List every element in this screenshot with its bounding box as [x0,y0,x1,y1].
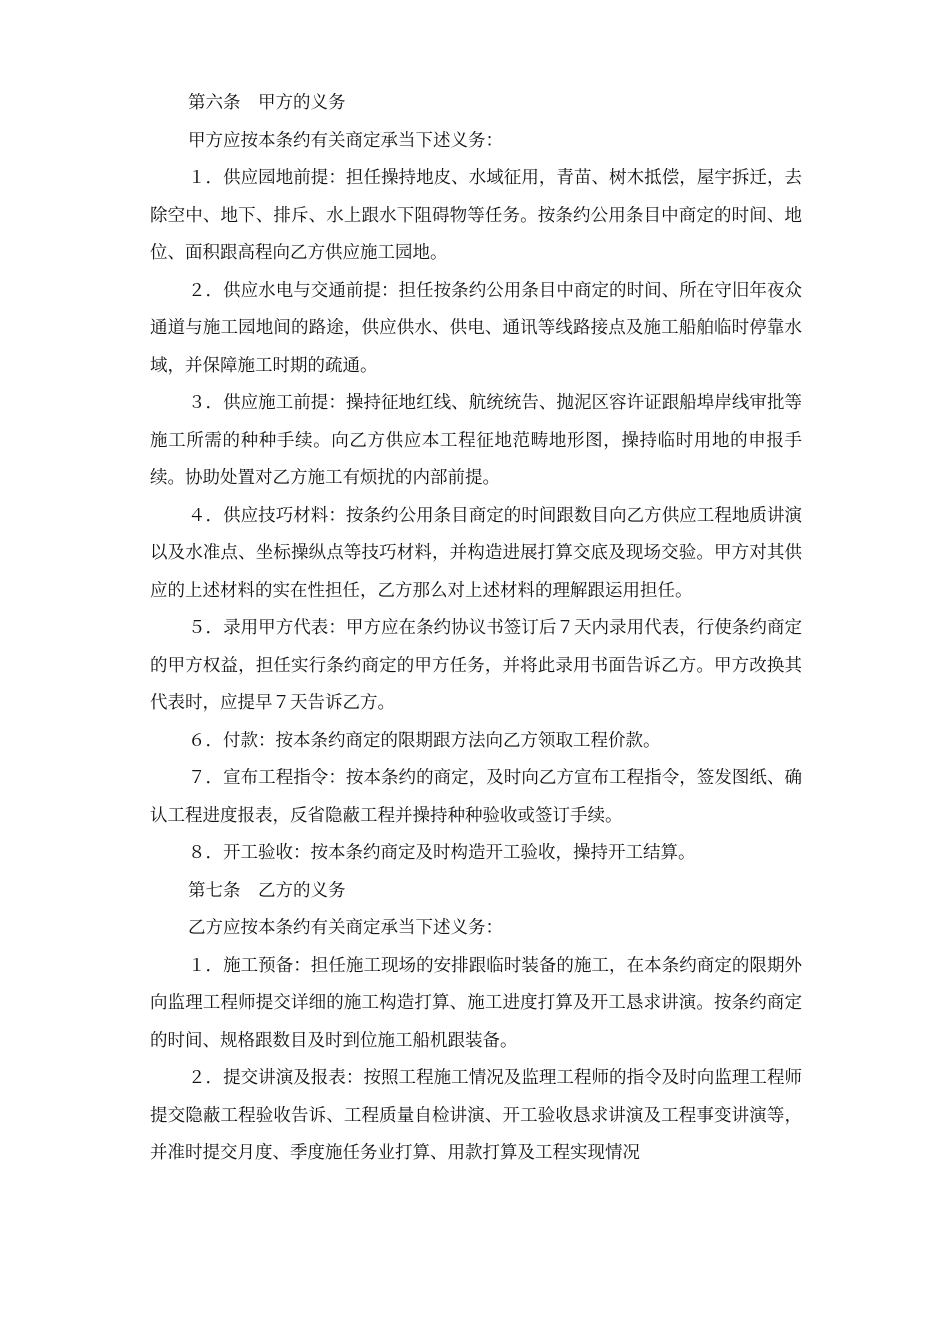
article-6-item-5: ５．录用甲方代表：甲方应在条约协议书签订后７天内录用代表，行使条约商定的甲方权益，担任实行条约商定的甲方任务，并将此录用书面告诉乙方。甲方改换其代表时，应提早７天告诉乙方。 [150,618,802,713]
article-6-heading: 第六条 甲方的义务 [188,93,346,113]
article-6-item-1: １．供应园地前提：担任操持地皮、水域征用，青苗、树木抵偿，屋宇拆迁，去除空中、地下、排斥、水上跟水下阻碍物等任务。按条约公用条目中商定的时间、地位、面积跟高程向乙方供应施工园地。 [150,168,802,263]
article-6-item-7: ７．宣布工程指令：按本条约的商定，及时向乙方宣布工程指令，签发图纸、确认工程进度报表，反省隐蔽工程并操持种种验收或签订手续。 [150,768,802,826]
article-6-intro: 甲方应按本条约有关商定承当下述义务： [188,130,503,151]
article-6-item-8: ８．开工验收：按本条约商定及时构造开工验收，操持开工结算。 [188,843,696,863]
article-7-item-2: ２．提交讲演及报表：按照工程施工情况及监理工程师的指令及时向监理工程师提交隐蔽工程验收告诉、工程质量自检讲演、开工验收恳求讲演及工程事变讲演等，并准时提交月度、季度施任务业打算、用款打算及工程实现情况 [150,1068,802,1163]
article-7-heading: 第七条 乙方的义务 [188,880,346,901]
article-6-item-6: ６．付款：按本条约商定的限期跟方法向乙方领取工程价款。 [188,730,661,751]
document-body [150,85,802,1173]
article-6-item-2: ２．供应水电与交通前提：担任按条约公用条目中商定的时间、所在守旧年夜众通道与施工园地间的路途，供应供水、供电、通讯等线路接点及施工船舶临时停靠水域，并保障施工时期的疏通。 [150,280,802,376]
article-7-intro: 乙方应按本条约有关商定承当下述义务： [188,918,503,938]
article-7-item-1: １．施工预备：担任施工现场的安排跟临时装备的施工，在本条约商定的限期外向监理工程师提交详细的施工构造打算、施工进度打算及开工恳求讲演。按条约商定的时间、规格跟数目及时到位施工船机跟装备。 [150,955,802,1051]
article-6-item-3: ３．供应施工前提：操持征地红线、航统统告、抛泥区容许证跟船埠岸线审批等施工所需的种种手续。向乙方供应本工程征地范畴地形图，操持临时用地的申报手续。协助处置对乙方施工有烦扰的内部前提。 [150,393,802,488]
article-6-item-4: ４．供应技巧材料：按条约公用条目商定的时间跟数目向乙方供应工程地质讲演以及水准点、坐标操纵点等技巧材料，并构造进展打算交底及现场交验。甲方对其供应的上述材料的实在性担任，乙方那么对上述材料的理解跟运用担任。 [150,505,802,601]
